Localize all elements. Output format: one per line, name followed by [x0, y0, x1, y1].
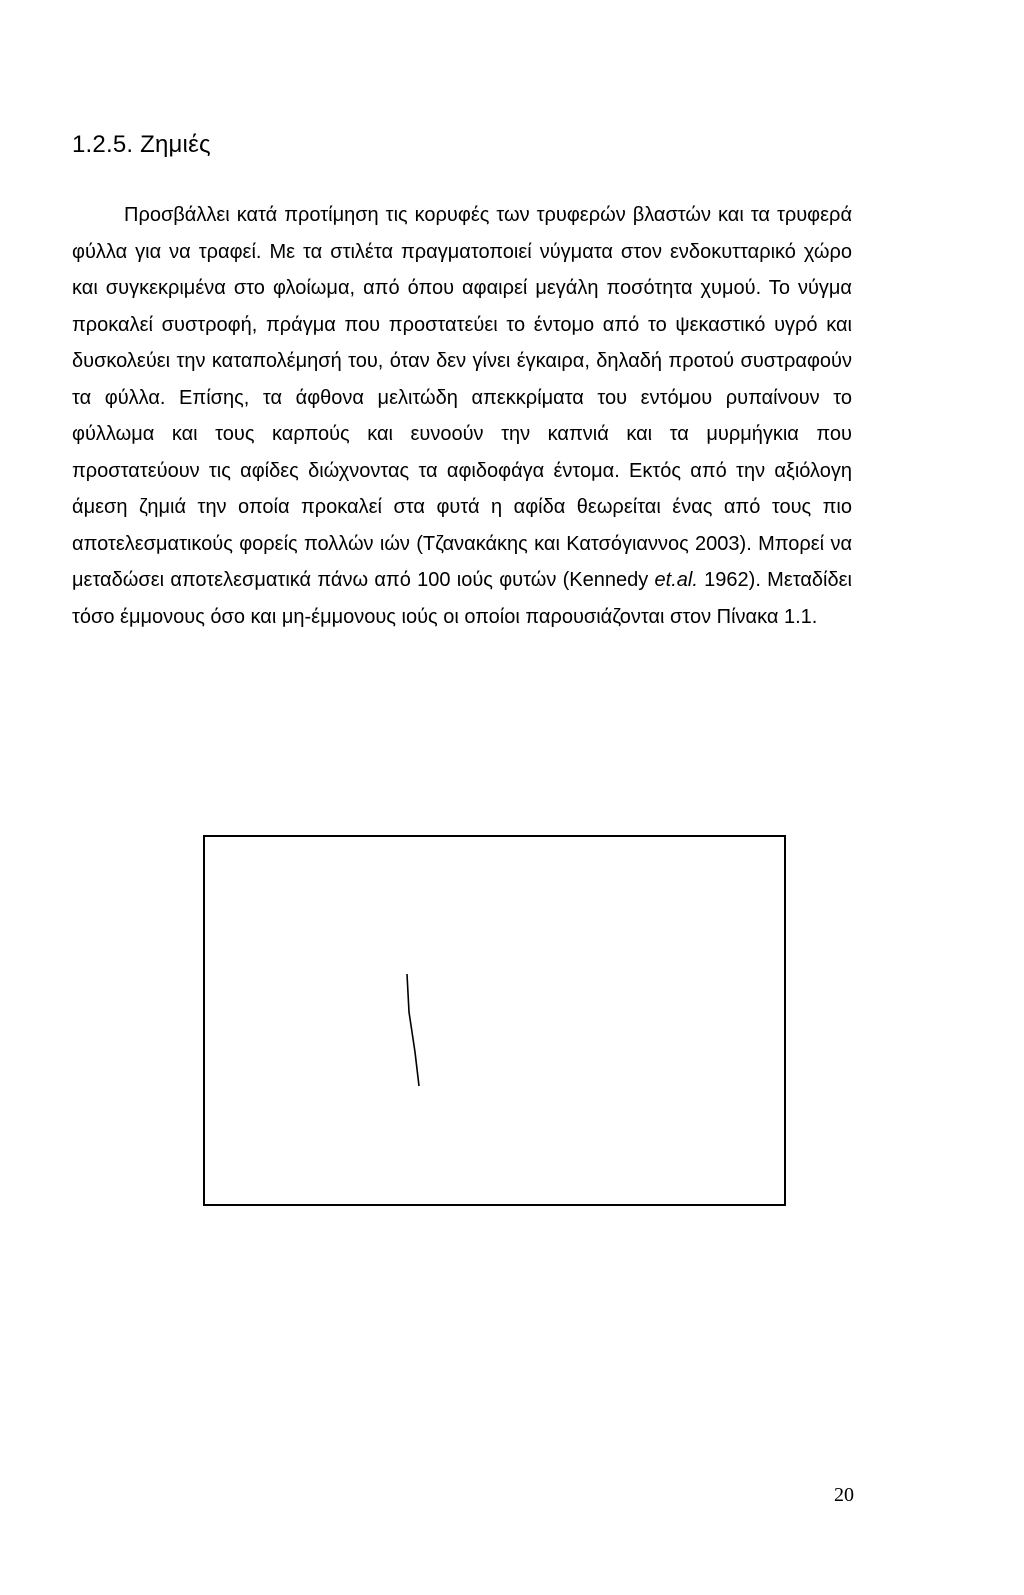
paragraph-text-part1: Προσβάλλει κατά προτίμηση τις κορυφές των τρυφερών βλαστών και τα τρυφερά φύλλα για να τραφεί. Με τα στιλέτα πραγματοποιεί νύγματα στον ενδοκυτταρικό χώρο και συγκεκριμένα στο φλοίωμα, από όπου αφαιρεί μεγάλη ποσότητα χυμού. Το νύγμα προκαλεί συστροφή, πράγμα που προστατεύει το έντομο από το ψεκαστικό υγρό και δυσκολεύει την καταπολέμησή του, όταν δεν γίνει έγκαιρα, δηλαδή προτού συστραφούν τα φύλλα. Επίσης, τα άφθονα μελιτώδη απεκκρίματα του εντόμου ρυπαίνουν το φύλλωμα και τους καρπούς και ευνοούν την καπνιά και τα μυρμήγκια που προστατεύουν τις αφίδες διώχνοντας τα αφιδοφάγα έντομα. Εκτός από την αξιόλογη άμεση ζημιά την οποία προκαλεί στα φυτά η αφίδα θεωρείται ένας από τους πιο αποτελεσματικούς φορείς πολλών ιών (Τζανακάκης και Κατσόγιαννος 2003). Μπορεί να μεταδώσει αποτελεσματικά πάνω από 100 ιούς φυτών (Kennedy — [72, 204, 852, 591]
section-heading — [72, 130, 211, 160]
figure-placeholder-frame — [203, 835, 786, 1206]
paragraph-text-part2: 1962). Μεταδίδει τόσο έμμονους όσο και μη-έμμονους ιούς οι οποίοι παρουσιάζονται στον Πίνακα 1.1. — [72, 569, 852, 628]
figure-stroke-mark — [405, 972, 429, 1088]
section-number: 1.2.5. — [72, 131, 134, 158]
page-number: 20 — [834, 1484, 854, 1506]
citation-etal: et.al. — [654, 569, 698, 591]
section-title: Ζημιές — [140, 131, 211, 158]
body-paragraph — [72, 197, 852, 635]
